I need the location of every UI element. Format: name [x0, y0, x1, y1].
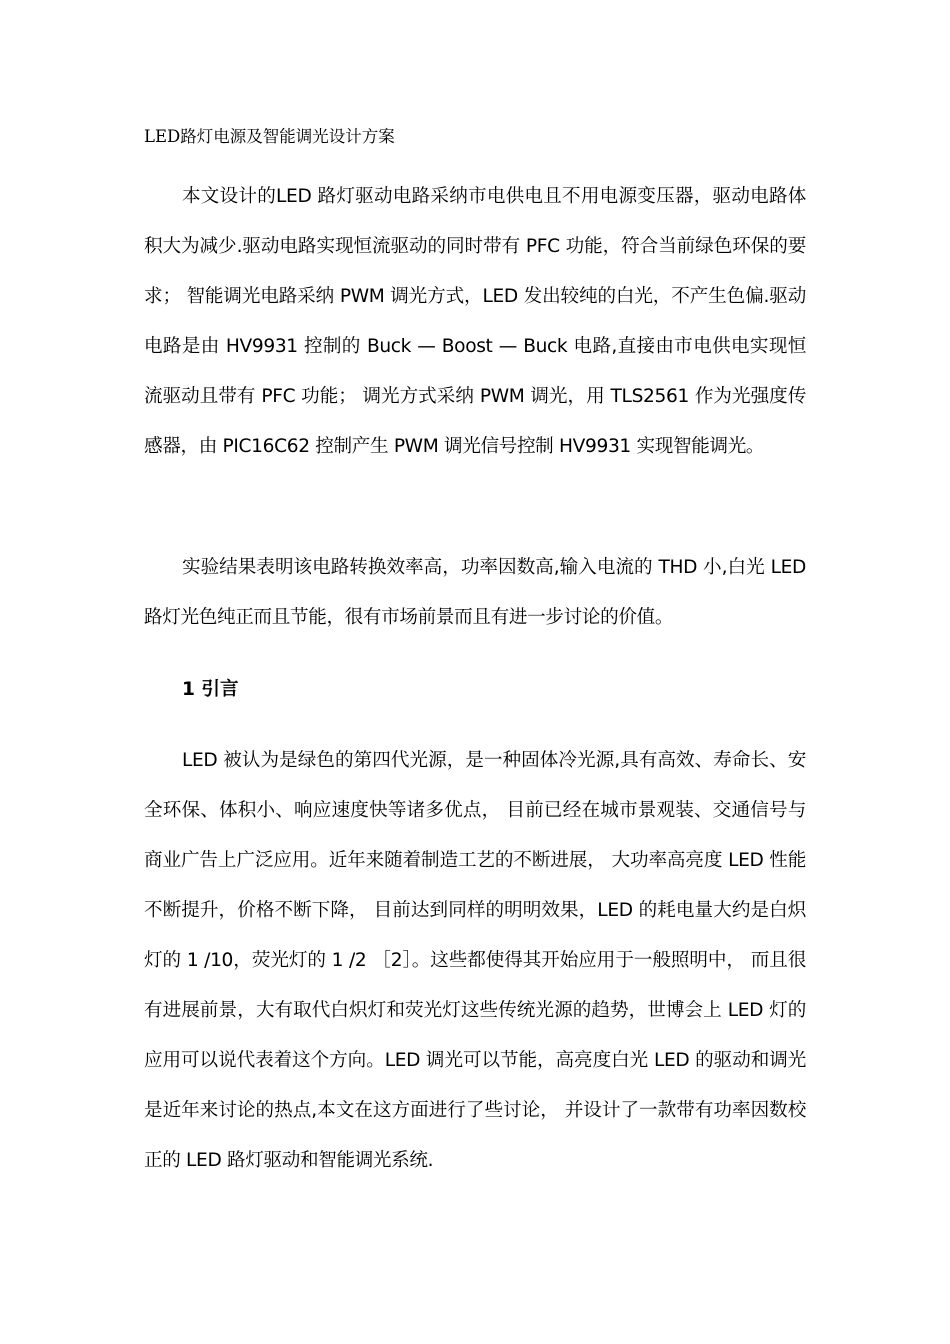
abstract-paragraph-2: 实验结果表明该电路转换效率高，功率因数高,输入电流的 THD 小,白光 LED 路灯光色纯正而且节能，很有市场前景而且有进一步讨论的价值。 [144, 557, 806, 628]
document-title: LED路灯电源及智能调光设计方案 [144, 127, 395, 146]
introduction-paragraph: LED 被认为是绿色的第四代光源，是一种固体冷光源,具有高效、寿命长、安全环保、体积小、响应速度快等诸多优点， 目前已经在城市景观装、交通信号与商业广告上广泛应用。近年来随着制造工艺的不断进展， 大功率高亮度 LED 性能不断提升，价格不断下降， 目前达到同样的明明效果，LED 的耗电量大约是白炽灯的 1 /10，荧光灯的 1 /2 ［2］。这些都使得其开始应用于一般照明中， 而且很有进展前景，大有取代白炽灯和荧光灯这些传统光源的趋势，世博会上 LED 灯的应用可以说代表着这个方向。LED 调光可以节能，高亮度白光 LED 的驱动和调光是近年来讨论的热点,本文在这方面进行了些讨论， 并设计了一款带有功率因数校正的 LED 路灯驱动和智能调光系统. [144, 750, 806, 1171]
abstract-paragraph-1: 本文设计的LED 路灯驱动电路采纳市电供电且不用电源变压器，驱动电路体积大为减少.驱动电路实现恒流驱动的同时带有 PFC 功能，符合当前绿色环保的要求； 智能调光电路采纳 PWM 调光方式，LED 发出较纯的白光，不产生色偏.驱动电路是由 HV9931 控制的 Buck — Boost — Buck 电路,直接由市电供电实现恒流驱动且带有 PFC 功能； 调光方式采纳 PWM 调光，用 TLS2561 作为光强度传感器，由 PIC16C62 控制产生 PWM 调光信号控制 HV9931 实现智能调光。 [144, 186, 806, 457]
section-heading-introduction: 1 引言 [182, 679, 239, 700]
